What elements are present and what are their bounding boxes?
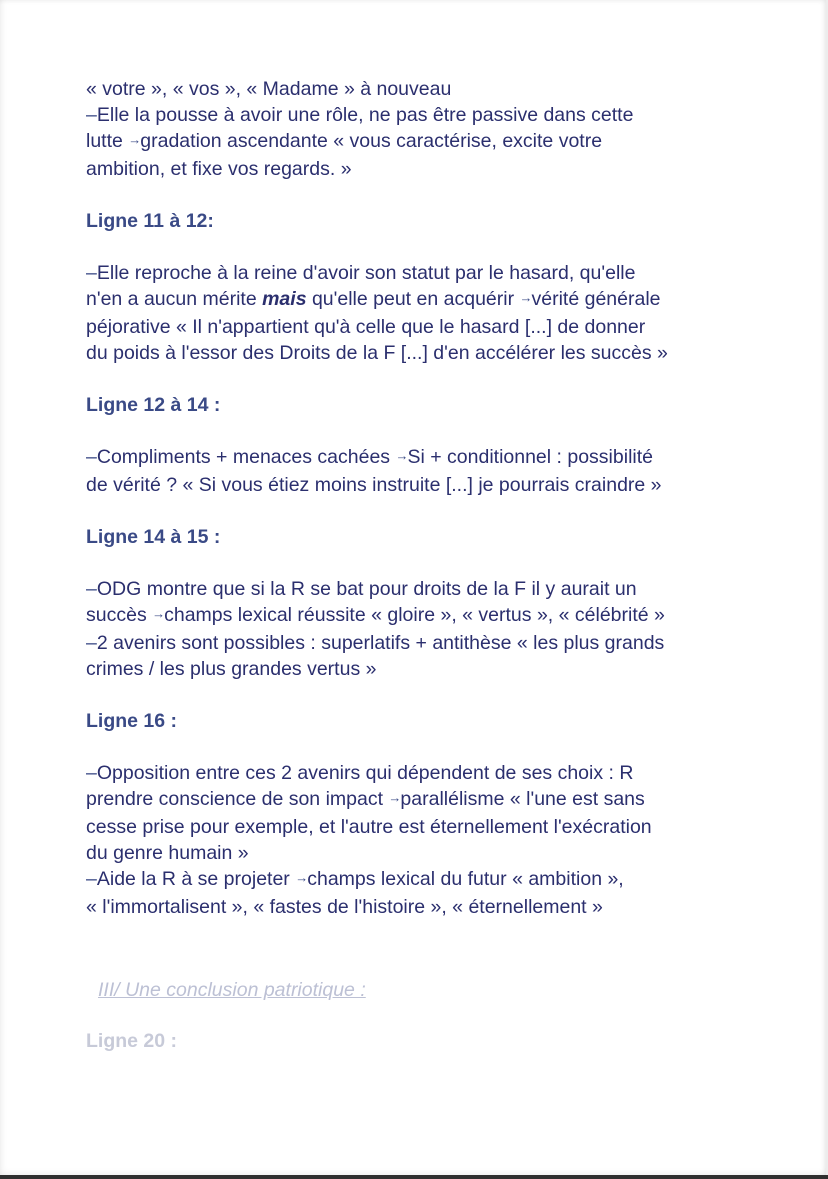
text-line: prendre conscience de son impact →parallélisme « l'une est sans (86, 788, 645, 810)
faded-heading: Ligne 20 : (86, 1030, 178, 1052)
text-line: ambition, et fixe vos regards. » (86, 158, 352, 180)
text-line: –Opposition entre ces 2 avenirs qui dépendent de ses choix : R (86, 762, 634, 784)
text-line: « votre », « vos », « Madame » à nouveau (86, 78, 452, 100)
document-body (86, 76, 786, 920)
dash-marker: – (86, 262, 97, 284)
dash-marker: – (86, 868, 97, 890)
text-line: lutte →gradation ascendante « vous caractérise, excite votre (86, 130, 603, 152)
arrow-icon: → (152, 606, 165, 621)
arrow-icon: → (295, 870, 308, 885)
section-heading: Ligne 12 à 14 : (86, 394, 221, 416)
dash-marker: – (86, 762, 97, 784)
section-heading: Ligne 14 à 15 : (86, 526, 221, 548)
text-line: péjorative « Il n'appartient qu'à celle que le hasard [...] de donner (86, 316, 646, 338)
dash-marker: – (86, 446, 97, 468)
text-line: –ODG montre que si la R se bat pour droits de la F il y aurait un (86, 578, 637, 600)
arrow-icon: → (388, 790, 401, 805)
faded-section-title: III/ Une conclusion patriotique : (98, 979, 366, 1001)
dash-marker: – (86, 104, 97, 126)
text-line: crimes / les plus grandes vertus » (86, 658, 377, 680)
text-line: du poids à l'essor des Droits de la F [...] d'en accélérer les succès » (86, 342, 668, 364)
dash-marker: – (86, 632, 97, 654)
section-heading: Ligne 11 à 12: (86, 210, 214, 232)
text-line: –Elle la pousse à avoir une rôle, ne pas être passive dans cette (86, 104, 634, 126)
section-heading: Ligne 16 : (86, 710, 178, 732)
text-line: du genre humain » (86, 842, 249, 864)
arrow-icon: → (395, 448, 408, 463)
text-line: de vérité ? « Si vous étiez moins instruite [...] je pourrais craindre » (86, 474, 662, 496)
text-line: –Elle reproche à la reine d'avoir son statut par le hasard, qu'elle (86, 262, 636, 284)
emphasis-word: mais (262, 288, 307, 310)
page-edge-bottom (0, 1175, 828, 1179)
arrow-icon: → (519, 290, 532, 305)
text-line: –Compliments + menaces cachées →Si + conditionnel : possibilité (86, 446, 653, 468)
text-line: « l'immortalisent », « fastes de l'histoire », « éternellement » (86, 896, 603, 918)
dash-marker: – (86, 578, 97, 600)
text-line: cesse prise pour exemple, et l'autre est éternellement l'exécration (86, 816, 652, 838)
text-line: –2 avenirs sont possibles : superlatifs + antithèse « les plus grands (86, 632, 665, 654)
arrow-icon: → (128, 132, 141, 147)
text-line: –Aide la R à se projeter →champs lexical du futur « ambition », (86, 868, 624, 890)
text-line: n'en a aucun mérite mais qu'elle peut en acquérir →vérité générale (86, 288, 661, 310)
text-line: succès →champs lexical réussite « gloire », « vertus », « célébrité » (86, 604, 665, 626)
